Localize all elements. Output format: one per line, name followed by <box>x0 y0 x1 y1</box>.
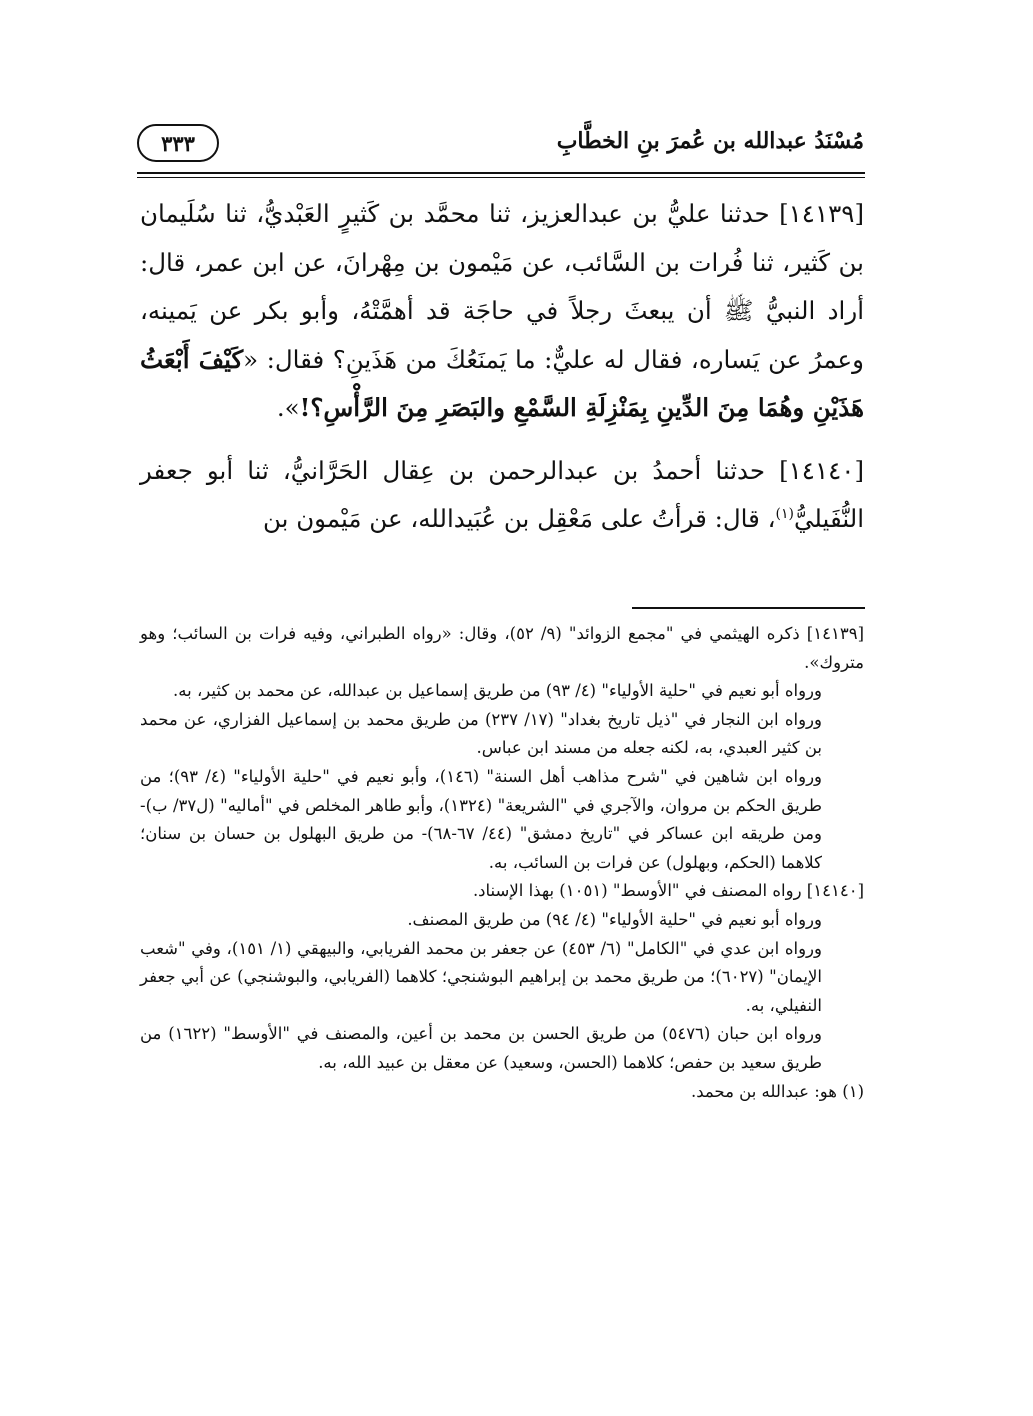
footnote-line: ورواه ابن حبان (٥٤٧٦) من طريق الحسن بن محمد بن أعين، والمصنف في "الأوسط" (١٦٢٢) من طريق سعيد بن حفص؛ كلاهما (الحسن، وسعيد) عن معقل بن عبيد الله، به. <box>140 1024 822 1072</box>
footnote-line: (١) هو: عبدالله بن محمد. <box>690 1081 864 1101</box>
footnote-line: [١٤١٤٠] رواه المصنف في "الأوسط" (١٠٥١) بهذا الإسناد. <box>472 881 864 901</box>
hadith-matn: كَيْفَ أَبْعَثُ هَذَيْنِ وهُمَا مِنَ الدِّينِ بِمَنْزِلَةِ السَّمْعِ والبَصَرِ مِنَ الرَّأْسِ؟! <box>140 344 864 422</box>
page-header <box>137 118 864 174</box>
hadith-number: [١٤١٣٩] <box>779 199 864 228</box>
hadith-isnad-continued: ، قال: قرأتُ على مَعْقِل بن عُبَيدالله، عن مَيْمون بن <box>262 504 776 533</box>
footnote-line: ورواه ابن شاهين في "شرح مذاهب أهل السنة" (١٤٦)، وأبو نعيم في "حلية الأولياء" (٤/ ٩٣)؛ من طريق الحكم بن مروان، والآجري في "الشريعة" (١٣٢٤)، وأبو طاهر المخلص في "أماليه" (ل٣٧/ ب)- ومن طريقه ابن عساكر في "تاريخ دمشق" (٤٤/ ٦٧-٦٨)- من طريق البهلول بن حسان بن سنان؛ كلاهما (الحكم، وبهلول) عن فرات بن السائب، به. <box>140 766 823 872</box>
footnote-line: ورواه أبو نعيم في "حلية الأولياء" (٤/ ٩٣) من طريق إسماعيل بن عبدالله، عن محمد بن كثير، به. <box>173 681 822 701</box>
header-rule-thick <box>137 172 865 174</box>
footnote-separator <box>632 607 865 609</box>
footnote-line: ورواه ابن النجار في "ذيل تاريخ بغداد" (١٧/ ٢٣٧) من طريق محمد بن إسماعيل الفزاري، عن محمد بن كثير العبدي، به، لكنه جعله من مسند ابن عباس. <box>140 709 822 758</box>
hadith-14140 <box>140 447 864 544</box>
hadith-isnad: حدثنا أحمدُ بن عبدالرحمن بن عِقال الحَرَّانيُّ، ثنا أبو جعفر النُّفَيليُّ <box>140 455 864 533</box>
footnotes <box>140 620 864 1106</box>
footnote-line: [١٤١٣٩] ذكره الهيثمي في "مجمع الزوائد" (٩/ ٥٢)، وقال: «رواه الطبراني، وفيه فرات بن السائب؛ وهو متروك». <box>140 624 864 672</box>
hadith-number: [١٤١٤٠] <box>779 455 864 485</box>
footnote-line: ورواه أبو نعيم في "حلية الأولياء" (٤/ ٩٤) من طريق المصنف. <box>407 909 822 929</box>
hadith-end: ». <box>276 393 300 422</box>
hadith-14139 <box>140 190 864 433</box>
footnote-line: ورواه ابن عدي في "الكامل" (٦/ ٤٥٣) عن جعفر بن محمد الفريابي، والبيهقي (١/ ١٥١)، وفي "شعب الإيمان" (٦٠٢٧)؛ من طريق محمد بن إبراهيم البوشنجي؛ كلاهما (الفريابي، والبوشنجي) عن أبي جعفر النفيلي، به. <box>140 938 822 1015</box>
header-rule-thin <box>137 177 865 178</box>
footnote-reference[interactable]: (١) <box>775 505 795 522</box>
page-number: ٣٣٣ <box>161 130 195 156</box>
hadith-isnad: حدثنا عليُّ بن عبدالعزيز، ثنا محمَّد بن كَثيرٍ العَبْديُّ، ثنا سُلَيمان بن كَثير، ثنا فُرات بن السَّائب، عن مَيْمون بن مِهْرانَ، عن ابن عمر، قال: أراد النبيُّ ﷺ أن يبعثَ رجلاً في حاجَة قد أهمَّتْهُ، وأبو بكر عن يَمينه، وعمرُ عن يَساره، فقال له عليٌّ: ما يَمنَعُكَ من هَذَينِ؟ فقال: « <box>140 199 865 374</box>
page-number-badge <box>137 124 219 162</box>
main-text <box>140 190 864 544</box>
running-title: مُسْنَدُ عبدالله بن عُمرَ بنِ الخطَّابِ <box>556 128 864 154</box>
